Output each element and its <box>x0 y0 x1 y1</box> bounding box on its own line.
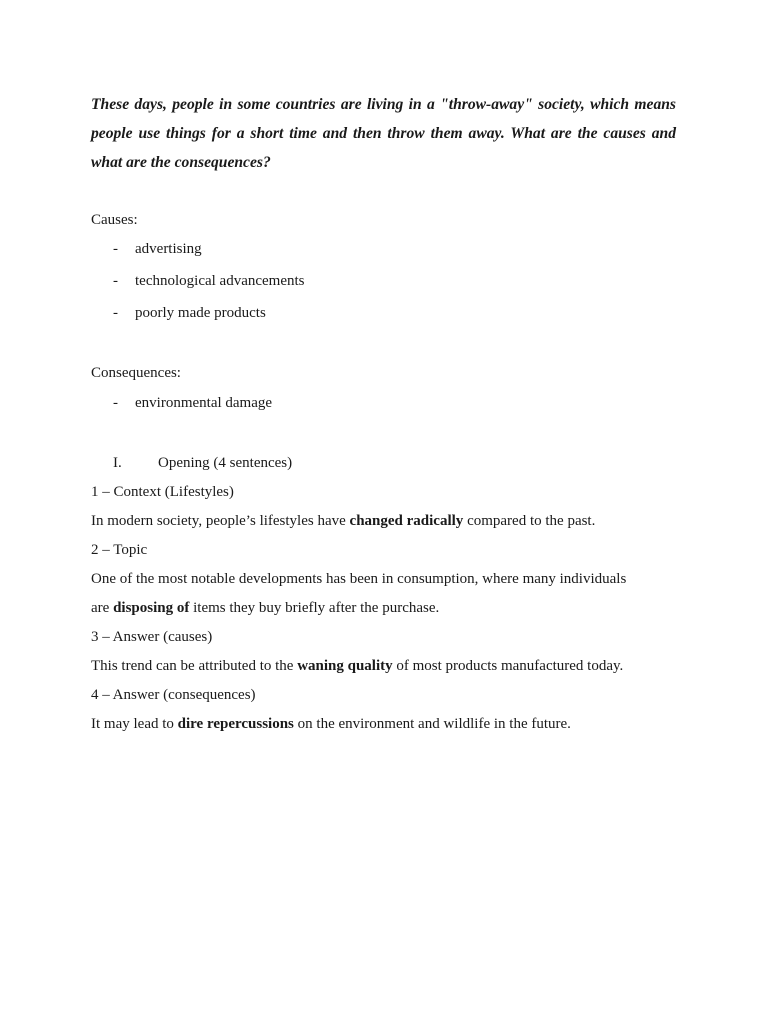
bullet-dash: - <box>113 395 118 411</box>
causes-heading: Causes: <box>91 212 138 228</box>
step-sentence <box>91 511 595 531</box>
sentence-text: items they buy briefly after the purchase. <box>189 600 440 616</box>
bullet-dash: - <box>113 241 118 257</box>
cause-item-text: poorly made products <box>135 305 266 321</box>
sentence-text: are <box>91 600 114 616</box>
sentence-text: on the environment and wildlife in the future. <box>293 716 571 732</box>
step-sentence: One of the most notable developments has been in consumption, where many individuals <box>91 571 627 587</box>
sentence-text: In modern society, people’s lifestyles have <box>91 513 350 529</box>
essay-prompt: These days, people in some countries are living in a "throw-away" society, which means people use things for a short time and then throw them away. What are the causes and what are the consequences? <box>91 96 676 171</box>
step-sentence <box>91 598 439 618</box>
step-label: 1 – Context (Lifestyles) <box>91 484 234 500</box>
step-label: 3 – Answer (causes) <box>91 629 213 645</box>
bullet-dash: - <box>113 273 118 289</box>
step-label: 2 – Topic <box>91 542 148 558</box>
bullet-dash: - <box>113 305 118 321</box>
cause-item-text: technological advancements <box>135 273 305 289</box>
sentence-text: This trend can be attributed to the <box>91 658 298 674</box>
step-sentence <box>91 656 623 676</box>
key-phrase: disposing of <box>113 600 190 616</box>
key-phrase: dire repercussions <box>177 716 294 732</box>
sentence-text: of most products manufactured today. <box>392 658 624 674</box>
cause-item-text: advertising <box>135 241 202 257</box>
key-phrase: waning quality <box>297 658 393 674</box>
sentence-text: It may lead to <box>91 716 178 732</box>
section-title: Opening (4 sentences) <box>158 455 293 471</box>
consequence-item-text: environmental damage <box>135 395 273 411</box>
key-phrase: changed radically <box>349 513 464 529</box>
step-sentence <box>91 714 571 734</box>
consequences-heading: Consequences: <box>91 365 181 381</box>
step-label: 4 – Answer (consequences) <box>91 687 256 703</box>
sentence-text: compared to the past. <box>463 513 596 529</box>
section-numeral: I. <box>113 455 122 471</box>
